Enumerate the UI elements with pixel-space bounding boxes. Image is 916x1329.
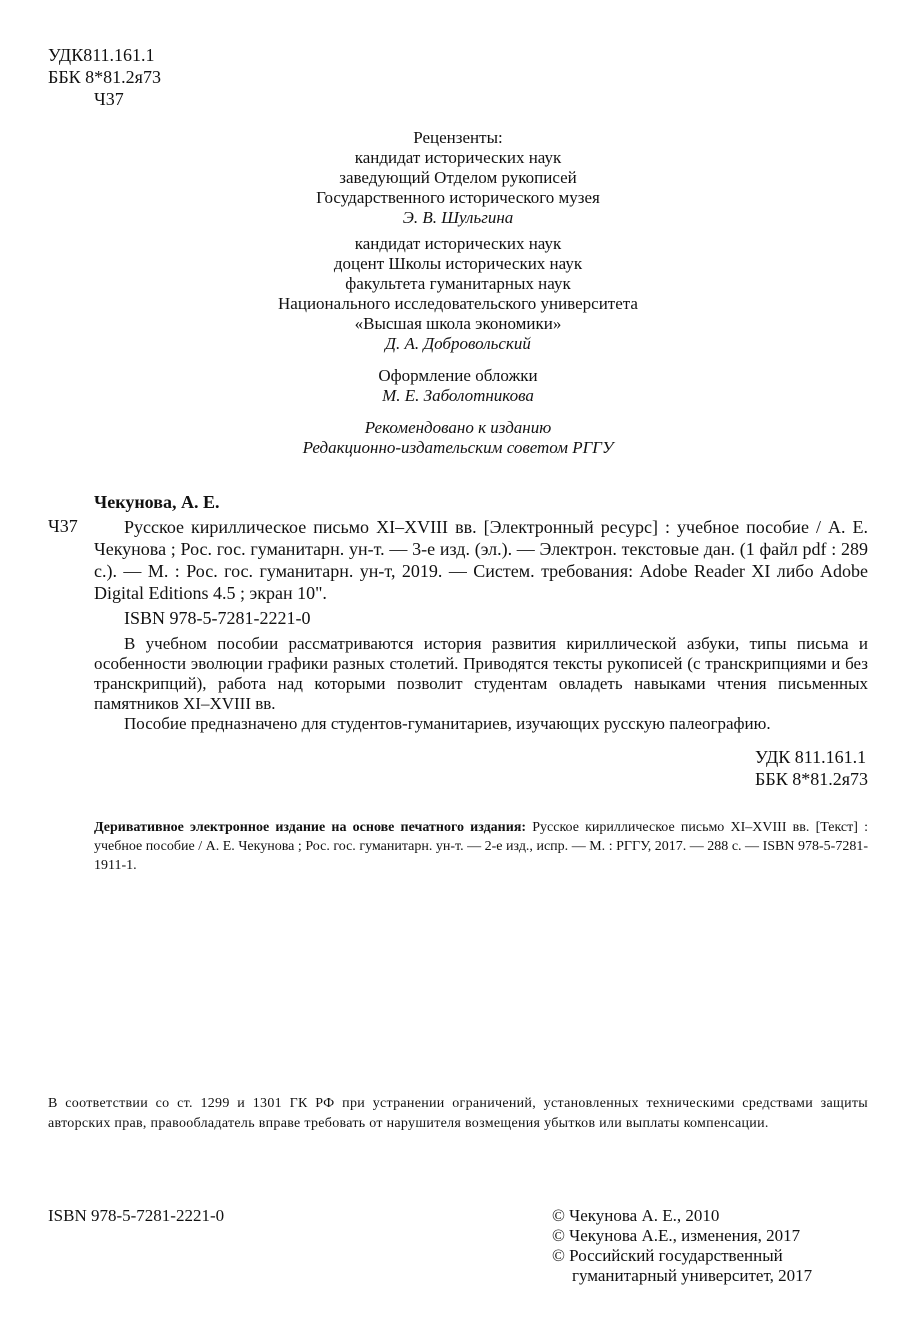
recommendation-line: Рекомендовано к изданию [364, 418, 552, 437]
bbk-code-right: ББК 8*81.2я73 [755, 769, 868, 789]
udk-code: УДК811.161.1 [48, 45, 155, 65]
recommendation-line: Редакционно-издательским советом РГГУ [302, 438, 614, 457]
reviewer-1-line: кандидат исторических наук [354, 148, 562, 167]
reviewer-2-line: Национального исследовательского университета [278, 294, 638, 313]
cover-design-label: Оформление обложки [378, 366, 538, 385]
copyright-line: © Чекунова А. Е., 2010 [552, 1206, 720, 1225]
udk-code-right: УДК 811.161.1 [755, 747, 867, 767]
bbk-code: ББК 8*81.2я73 [48, 67, 161, 87]
reviewer-1-line: заведующий Отделом рукописей [339, 168, 577, 187]
reviewer-1-line: Государственного исторического музея [316, 188, 600, 207]
bibliographic-record [94, 516, 868, 629]
reviewers-block [0, 128, 916, 458]
legal-notice: В соответствии со ст. 1299 и 1301 ГК РФ при устранении ограничений, установленных техническими средствами защиты авторских прав, правообладатель вправе требовать от нарушителя возмещения убытков или выплаты компенсации. [48, 1096, 868, 1131]
record-author: Чекунова, А. Е. [94, 492, 220, 512]
record-isbn: ISBN 978-5-7281-2221-0 [124, 608, 311, 628]
classification-codes [48, 44, 161, 110]
reviewer-1-name: Э. В. Шульгина [402, 208, 514, 227]
abstract [94, 634, 868, 734]
reviewer-2-line: кандидат исторических наук [354, 234, 562, 253]
reviewer-2-line: доцент Школы исторических наук [333, 254, 583, 273]
derivative-label: Деривативное электронное издание на основе печатного издания: [94, 820, 527, 835]
abstract-paragraph: Пособие предназначено для студентов-гуманитариев, изучающих русскую палеографию. [124, 714, 771, 733]
abstract-paragraph: В учебном пособии рассматриваются история развития кириллической азбуки, типы письма и особенности эволюции графики разных столетий. Приводятся тексты рукописей (с транскрипциями и без транскрипций), работа над которыми позволит студентам овладеть навыками чтения письменных памятников XI–XVIII вв. [94, 634, 868, 713]
reviewer-2-line: «Высшая школа экономики» [354, 314, 562, 333]
reviewers-heading: Рецензенты: [413, 128, 503, 147]
record-description: Русское кириллическое письмо XI–XVIII вв. [Электронный ресурс] : учебное пособие / А. Е. Чекунова ; Рос. гос. гуманитарн. ун-т. — 3-е изд. (эл.). — Электрон. текстовые дан. (1 файл pdf : 289 с.). — М. : Рос. гос. гуманитарн. ун-т, 2019. — Систем. требования: Adobe Reader XI либо Adobe Digital Editions 4.5 ; экран 10". [94, 517, 868, 603]
footer-isbn: ISBN 978-5-7281-2221-0 [48, 1206, 225, 1225]
copyright-line: © Чекунова А.Е., изменения, 2017 [552, 1226, 801, 1245]
author-mark: Ч37 [94, 89, 124, 109]
copyright-block [552, 1206, 812, 1286]
derivative-text: Русское кириллическое письмо XI–XVIII вв. [Текст] : учебное пособие / А. Е. Чекунова ; Рос. гос. гуманитарн. ун-т. — 2-е изд., испр. — М. : РГГУ, 2017. — 288 с. — ISBN 978-5-7281-1911-1. [94, 820, 868, 873]
record-mark: Ч37 [48, 516, 78, 536]
cover-designer-name: М. Е. Заболотникова [382, 386, 534, 405]
classification-right [755, 746, 868, 790]
derivative-edition-note [94, 818, 868, 875]
reviewer-2-name: Д. А. Добровольский [385, 334, 531, 353]
copyright-line: © Российский государственный [552, 1246, 783, 1265]
reviewer-2-line: факультета гуманитарных наук [345, 274, 571, 293]
copyright-line: гуманитарный университет, 2017 [572, 1266, 813, 1285]
